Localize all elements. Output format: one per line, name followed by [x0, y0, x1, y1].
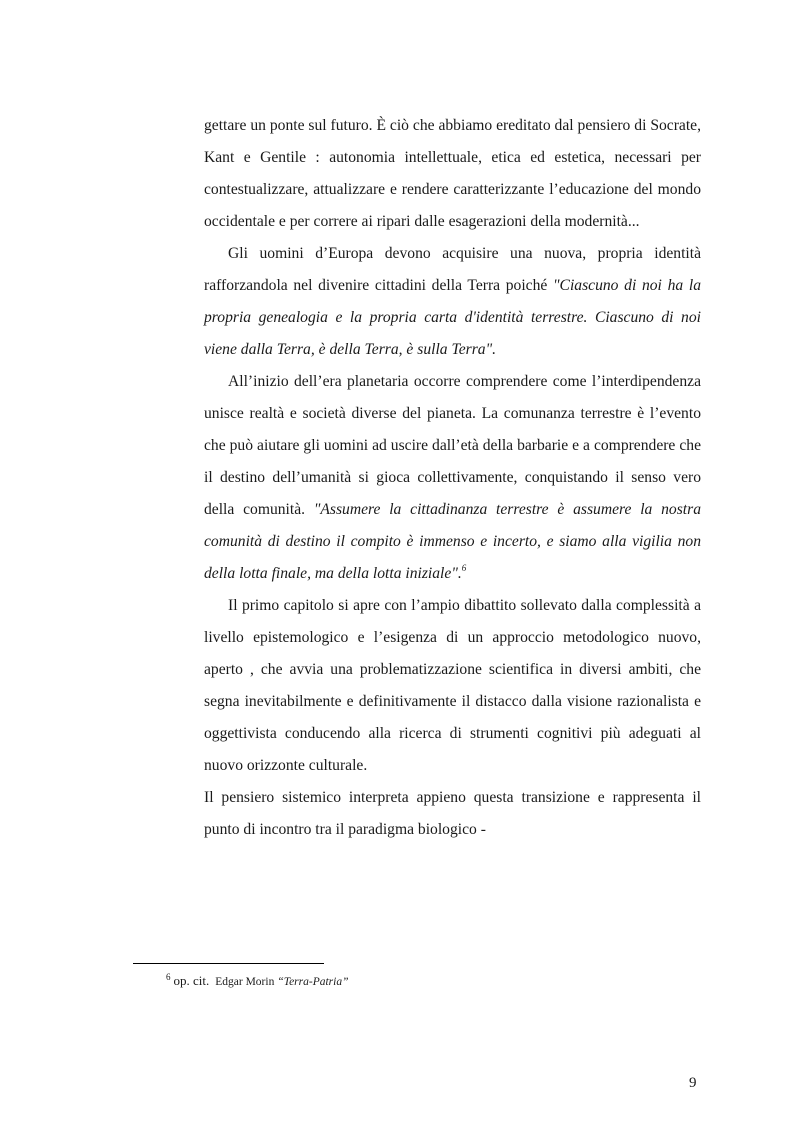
- footnote-title: “Terra-Patria”: [277, 976, 349, 988]
- body-text: [204, 110, 701, 846]
- footnote-author: Edgar Morin: [215, 976, 275, 988]
- paragraph-3-text: All’inizio dell’era planetaria occorre comprendere come l’interdipendenza unisce realtà e società diverse del pianeta. La comunanza terrestre è l’evento che può aiutare gli uomini ad uscire dall’età della barbarie e a comprendere che il destino dell’umanità si gioca collettivamente, conquistando il senso vero della comunità.: [204, 373, 701, 518]
- footnote-divider: [133, 963, 324, 964]
- paragraph-2-text: Gli uomini d’Europa devono acquisire una nuova, propria identità rafforzandola nel divenire cittadini della Terra poiché: [204, 245, 701, 294]
- page-number: 9: [689, 1075, 697, 1091]
- footnote-cite: op. cit.: [173, 973, 210, 988]
- paragraph-3-quote: "Assumere la cittadinanza terrestre è assumere la nostra comunità di destino il compito è immenso e incerto, e siamo alla vigilia non della lotta finale, ma della lotta iniziale".: [204, 501, 701, 582]
- paragraph-4: Il primo capitolo si apre con l’ampio dibattito sollevato dalla complessità a livello epistemologico e l’esigenza di un approccio metodologico nuovo, aperto , che avvia una problematizzazione scientifica in diversi ambiti, che segna inevitabilmente e definitivamente il distacco dalla visione razionalista e oggettivista conducendo alla ricerca di strumenti cognitivi più adeguati al nuovo orizzonte culturale.: [204, 597, 701, 774]
- paragraph-2-quote: "Ciascuno di noi ha la propria genealogia e la propria carta d'identità terrestre. Ciascuno di noi viene dalla Terra, è della Terra, è sulla Terra".: [204, 277, 701, 358]
- paragraph-5: Il pensiero sistemico interpreta appieno questa transizione e rappresenta il punto di incontro tra il paradigma biologico -: [204, 789, 701, 838]
- footnote: [166, 972, 349, 991]
- footnote-reference[interactable]: 6: [461, 563, 467, 573]
- paragraph-3: [204, 366, 701, 590]
- paragraph-1: gettare un ponte sul futuro. È ciò che abbiamo ereditato dal pensiero di Socrate, Kant e Gentile : autonomia intellettuale, etica ed estetica, necessari per contestualizzare, attualizzare e rendere caratterizzante l’educazione del mondo occidentale e per correre ai ripari dalle esagerazioni della modernità...: [204, 117, 701, 230]
- paragraph-2: [204, 238, 701, 366]
- footnote-number: 6: [166, 972, 171, 982]
